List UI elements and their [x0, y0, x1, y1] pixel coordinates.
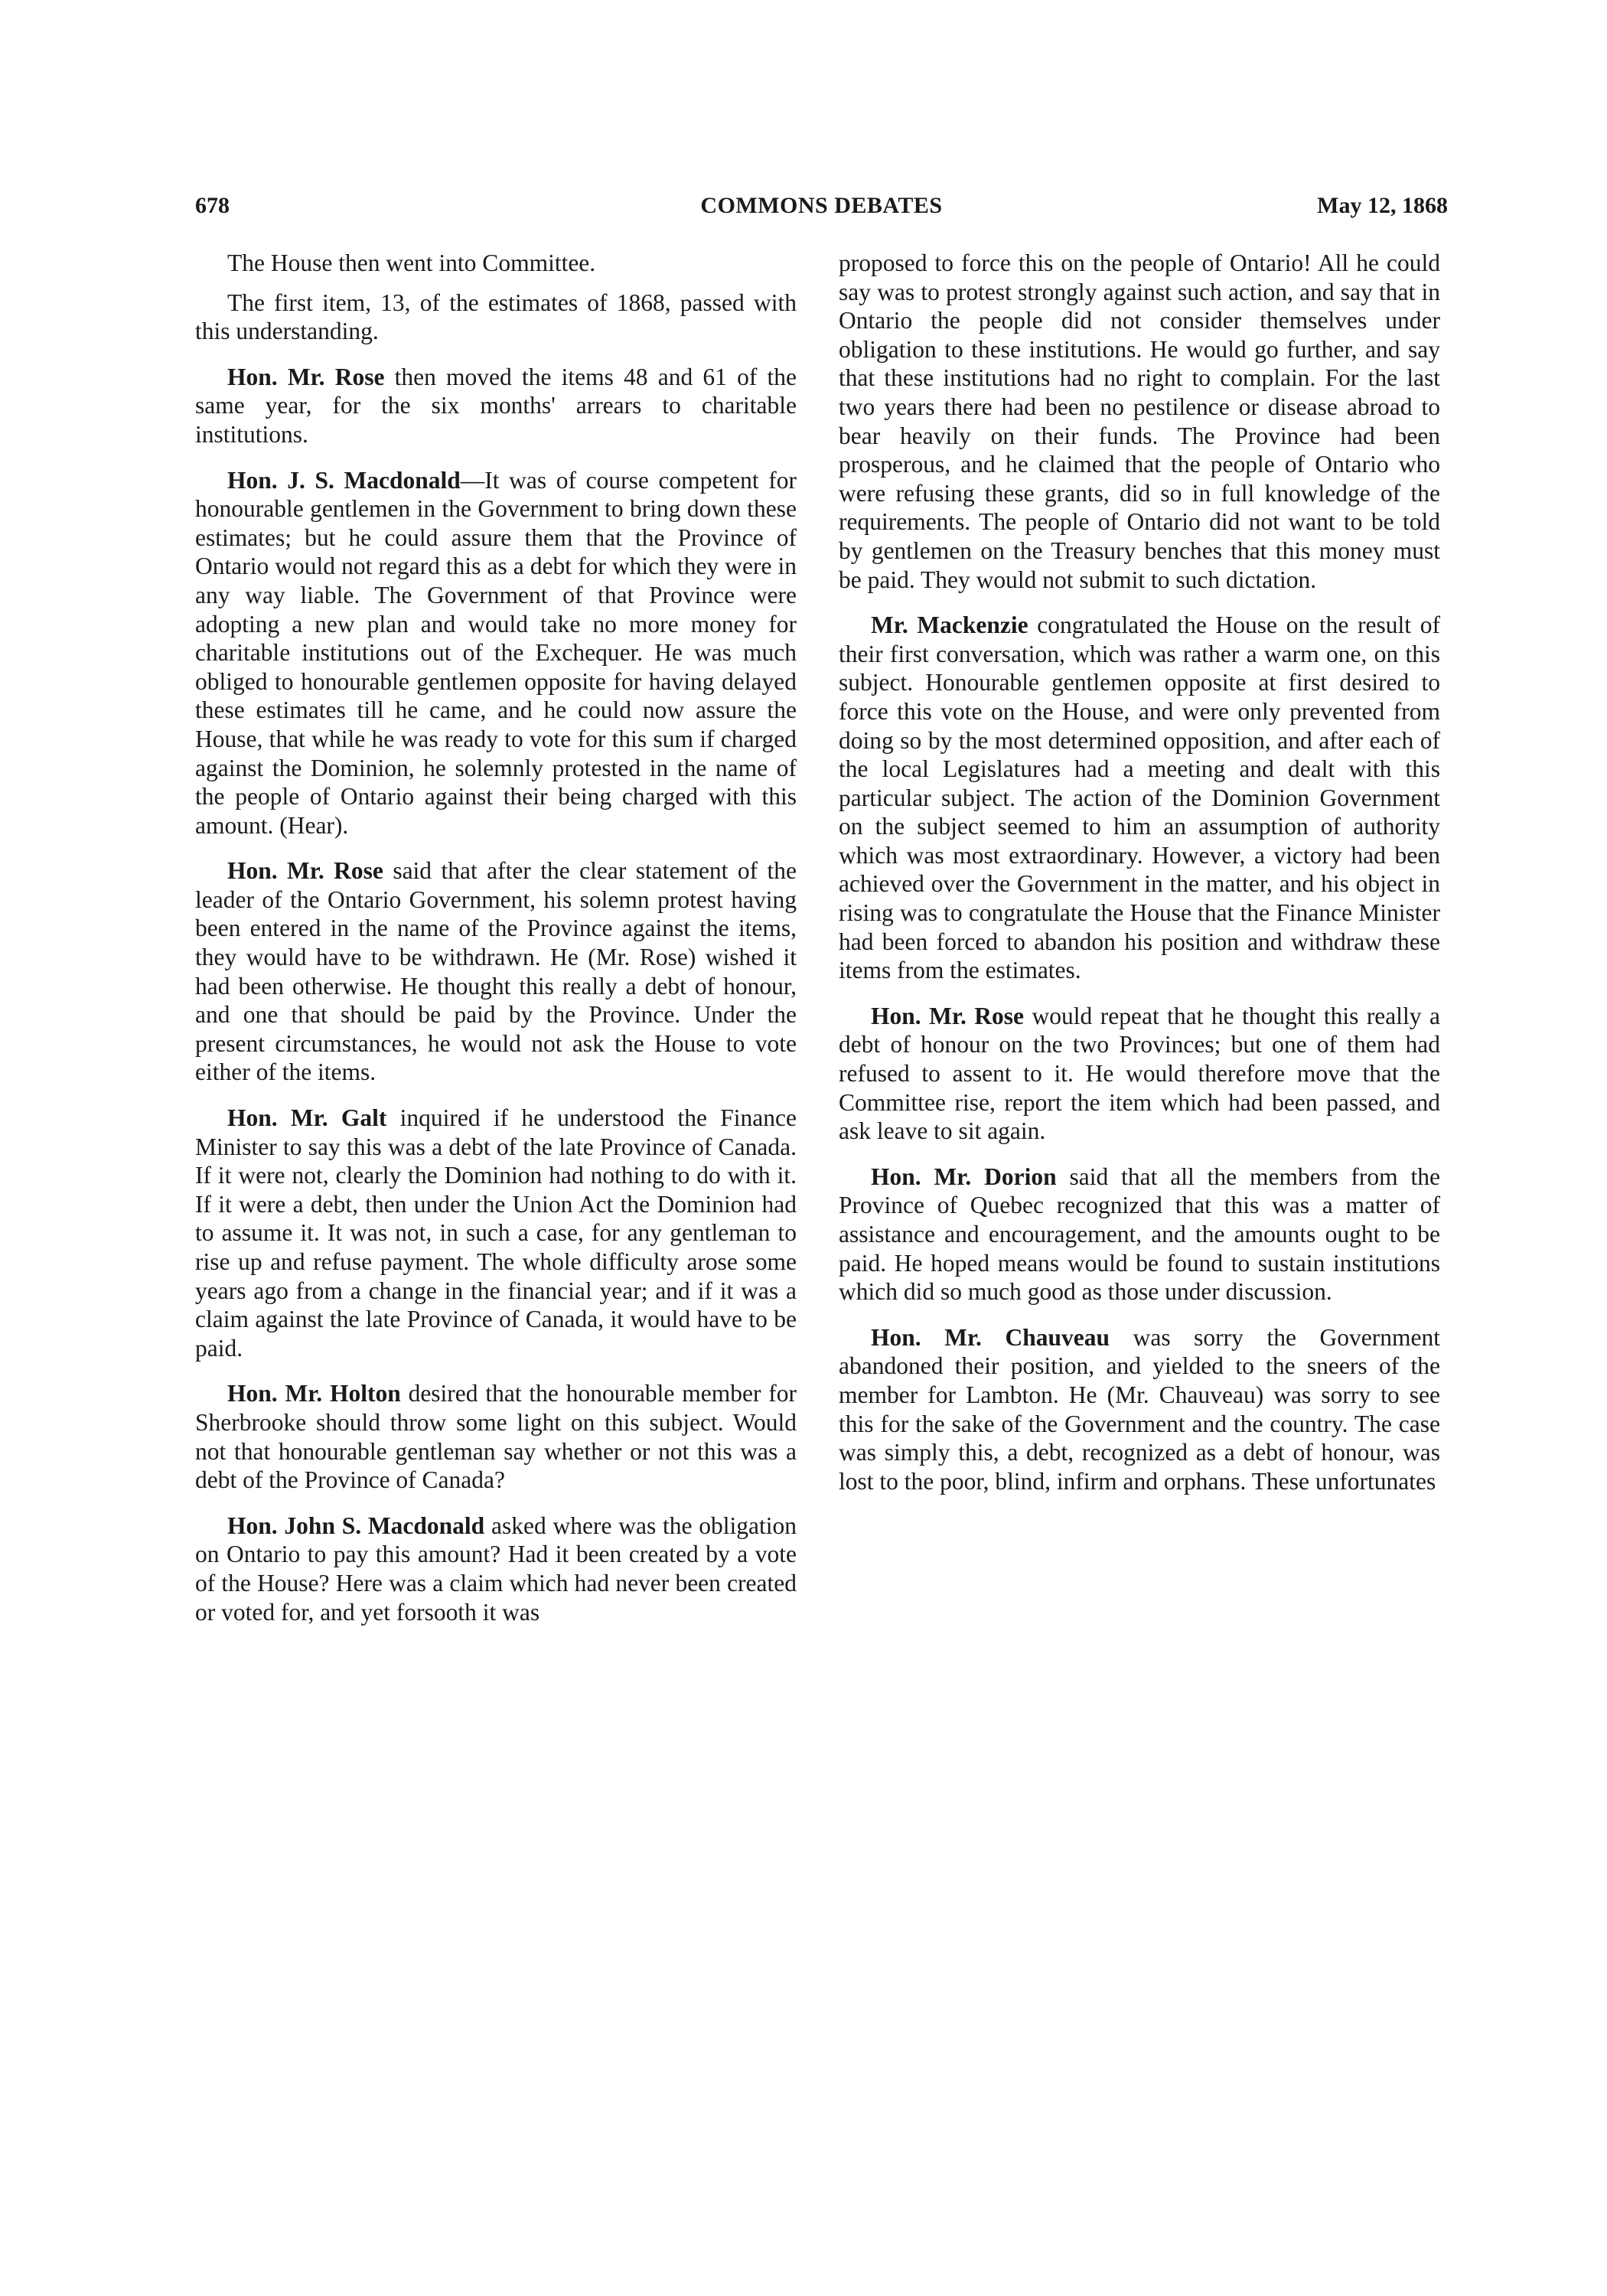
page-date: May 12, 1868 — [1317, 193, 1448, 218]
paragraph-text: The first item, 13, of the estimates of 1868, passed with this understanding. — [195, 289, 797, 345]
paragraph-text: inquired if he understood the Finance Minister to say this was a debt of the late Province of Canada. If it were not, clearly the Dominion had nothing to do with it. If it were a debt, then under the Union Act the Dominion had to assume it. It was not, in such a case, for any gentleman to rise up and refuse payment. The whole difficulty arose some years ago from a change in the financial year; and if it was a claim against the late Province of Canada, it would have to be paid. — [195, 1104, 797, 1362]
speaker-name: Hon. Mr. Dorion — [871, 1163, 1057, 1190]
paragraph-text: then moved the items 48 and 61 of the same year, for the six months' arrears to charitable institutions. — [195, 363, 797, 448]
speaker-name: Hon. Mr. Holton — [227, 1380, 401, 1407]
speaker-name: Hon. Mr. Rose — [227, 857, 383, 885]
paragraph-text: was sorry the Government abandoned their position, and yielded to the sneers of the member for Lambton. He (Mr. Chauveau) was sorry to see this for the sake of the Government and the country. The case was simply this, a debt, recognized as a debt of honour, was lost to the poor, blind, infirm and orphans. These unfortunates — [839, 1323, 1440, 1495]
paragraph — [839, 611, 1440, 985]
speaker-name: Hon. Mr. Galt — [227, 1104, 387, 1132]
paragraph — [195, 289, 797, 346]
paragraph-text: said that after the clear statement of the leader of the Ontario Government, his solemn protest having been entered in the name of the Province against the items, they would have to be withdrawn. He (Mr. Rose) wished it had been otherwise. He thought this really a debt of honour, and one that should be paid by the Province. Under the present circumstances, he would not ask the House to vote either of the items. — [195, 857, 797, 1086]
paragraph — [195, 856, 797, 1087]
page-number: 678 — [195, 193, 230, 218]
paragraph — [195, 363, 797, 449]
speaker-name: Hon. Mr. Chauveau — [871, 1323, 1110, 1351]
paragraph — [195, 249, 797, 278]
paragraph-text: asked where was the obligation on Ontario to pay this amount? Had it been created by a vote of the House? Here was a claim which had never been created or voted for, and yet forsooth it was — [195, 1512, 797, 1626]
speaker-name: Hon. J. S. Macdonald — [227, 466, 461, 494]
paragraph — [195, 1379, 797, 1494]
paragraph — [195, 1104, 797, 1362]
speaker-name: Hon. Mr. Rose — [227, 363, 385, 390]
paragraph-text: The House then went into Committee. — [227, 249, 596, 276]
paragraph-text: congratulated the House on the result of their first conversation, which was rather a warm one, on this subject. Honourable gentlemen opposite at first desired to force this vote on the House, and were only prevented from doing so by the most determined opposition, and after each of the local Legislatures had a meeting and dealt with this particular subject. The action of the Dominion Government on the subject seemed to him an assumption of authority which was most extraordinary. However, a victory had been achieved over the Government in the matter, and his object in rising was to congratulate the House that the Finance Minister had been forced to abandon his position and withdraw these items from the estimates. — [839, 612, 1440, 984]
speaker-name: Mr. Mackenzie — [871, 612, 1028, 639]
paragraph-text: proposed to force this on the people of Ontario! All he could say was to protest strongly against such action, and say that in Ontario the people did not consider themselves under obligation to these institutions. He would go further, and say that these institutions had no right to complain. For the last two years there had been no pestilence or disease abroad to bear heavily on their funds. The Province had been prosperous, and he claimed that the people of Ontario who were refusing these grants, did so in full knowledge of the requirements. The people of Ontario did not want to be told by gentlemen on the Treasury benches that this money must be paid. They would not submit to such dictation. — [839, 249, 1440, 593]
page-header — [195, 189, 1448, 223]
paragraph — [195, 1512, 797, 1626]
left-column — [195, 249, 797, 1643]
paragraph — [839, 1163, 1440, 1306]
paragraph-text: desired that the honourable member for Sherbrooke should throw some light on this subject. Would not that honourable gentleman say whether or not this was a debt of the Province of Canada? — [195, 1380, 797, 1494]
paragraph — [195, 466, 797, 840]
speaker-name: Hon. John S. Macdonald — [227, 1512, 485, 1539]
right-column — [839, 249, 1440, 1512]
paragraph — [839, 1323, 1440, 1496]
page-title: COMMONS DEBATES — [700, 193, 943, 218]
paragraph-text: said that all the members from the Province of Quebec recognized that this was a matter of assistance and encouragement, and the amounts ought to be paid. He hoped means would be found to sustain institutions which did so much good as those under discussion. — [839, 1163, 1441, 1306]
paragraph-text: would repeat that he thought this really a debt of honour on the two Provinces; but one of them had refused to assent to it. He would therefore move that the Committee rise, report the item which had been passed, and ask leave to sit again. — [839, 1002, 1440, 1145]
paragraph-text: —It was of course competent for honourable gentlemen in the Government to bring down these estimates; but he could assure them that the Province of Ontario would not regard this as a debt for which they were in any way liable. The Government of that Province were adopting a new plan and would take no more money for charitable institutions out of the Exchequer. He was much obliged to honourable gentlemen opposite for having delayed these estimates till he came, and he could now assure the House, that while he was ready to vote for this sum if charged against the Dominion, he solemnly protested in the name of the people of Ontario against their being charged with this amount. (Hear). — [195, 466, 797, 839]
paragraph — [839, 1002, 1440, 1146]
speaker-name: Hon. Mr. Rose — [871, 1002, 1025, 1029]
paragraph-continued — [839, 249, 1440, 594]
